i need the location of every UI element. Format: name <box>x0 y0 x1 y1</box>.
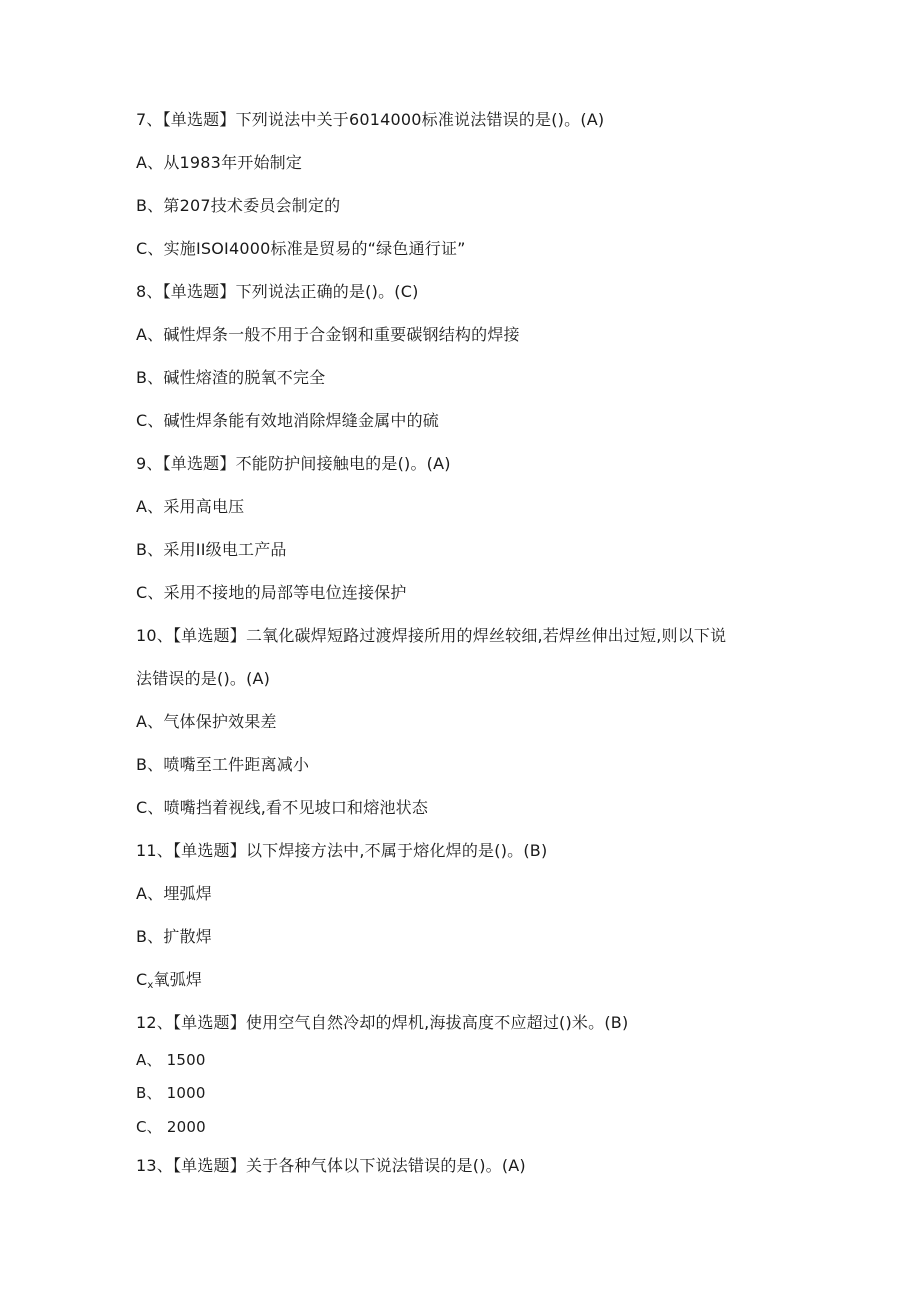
option-8a: A、碱性焊条一般不用于合金钢和重要碳钢结构的焊接 <box>136 325 520 344</box>
question-11: 11、【单选题】以下焊接方法中,不属于熔化焊的是()。(B) <box>136 841 548 860</box>
question-10-cont: 法错误的是()。(A) <box>136 669 271 688</box>
option-12b: B、 1000 <box>136 1084 206 1102</box>
question-13: 13、【单选题】关于各种气体以下说法错误的是()。(A) <box>136 1156 526 1175</box>
option-11c-subscript: x <box>147 980 154 991</box>
question-8: 8、【单选题】下列说法正确的是()。(C) <box>136 282 419 301</box>
option-10a: A、气体保护效果差 <box>136 712 277 731</box>
option-11c-text: 氧弧焊 <box>153 970 203 989</box>
option-10c: C、喷嘴挡着视线,看不见坡口和熔池状态 <box>136 798 429 817</box>
question-10: 10、【单选题】二氧化碳焊短路过渡焊接所用的焊丝较细,若焊丝伸出过短,则以下说 <box>136 626 727 645</box>
question-9: 9、【单选题】不能防护间接触电的是()。(A) <box>136 454 451 473</box>
option-11c-letter: C <box>136 970 148 989</box>
option-7c: C、实施ISOI4000标准是贸易的“绿色通行证” <box>136 239 466 258</box>
option-7b: B、第207技术委员会制定的 <box>136 196 341 215</box>
option-10b: B、喷嘴至工件距离减小 <box>136 755 310 774</box>
option-12c: C、 2000 <box>136 1118 206 1136</box>
option-9b: B、采用II级电工产品 <box>136 540 287 559</box>
question-12: 12、【单选题】使用空气自然冷却的焊机,海拔高度不应超过()米。(B) <box>136 1013 629 1032</box>
option-9a: A、采用高电压 <box>136 497 245 516</box>
option-8b: B、碱性熔渣的脱氧不完全 <box>136 368 326 387</box>
option-12a: A、 1500 <box>136 1051 206 1069</box>
option-9c: C、采用不接地的局部等电位连接保护 <box>136 583 407 602</box>
option-7a: A、从1983年开始制定 <box>136 153 303 172</box>
option-8c: C、碱性焊条能有效地消除焊缝金属中的硫 <box>136 411 439 430</box>
option-11c <box>136 969 202 994</box>
option-11a: A、埋弧焊 <box>136 884 212 903</box>
question-7: 7、【单选题】下列说法中关于6014000标准说法错误的是()。(A) <box>136 110 605 129</box>
option-11b: B、扩散焊 <box>136 927 212 946</box>
